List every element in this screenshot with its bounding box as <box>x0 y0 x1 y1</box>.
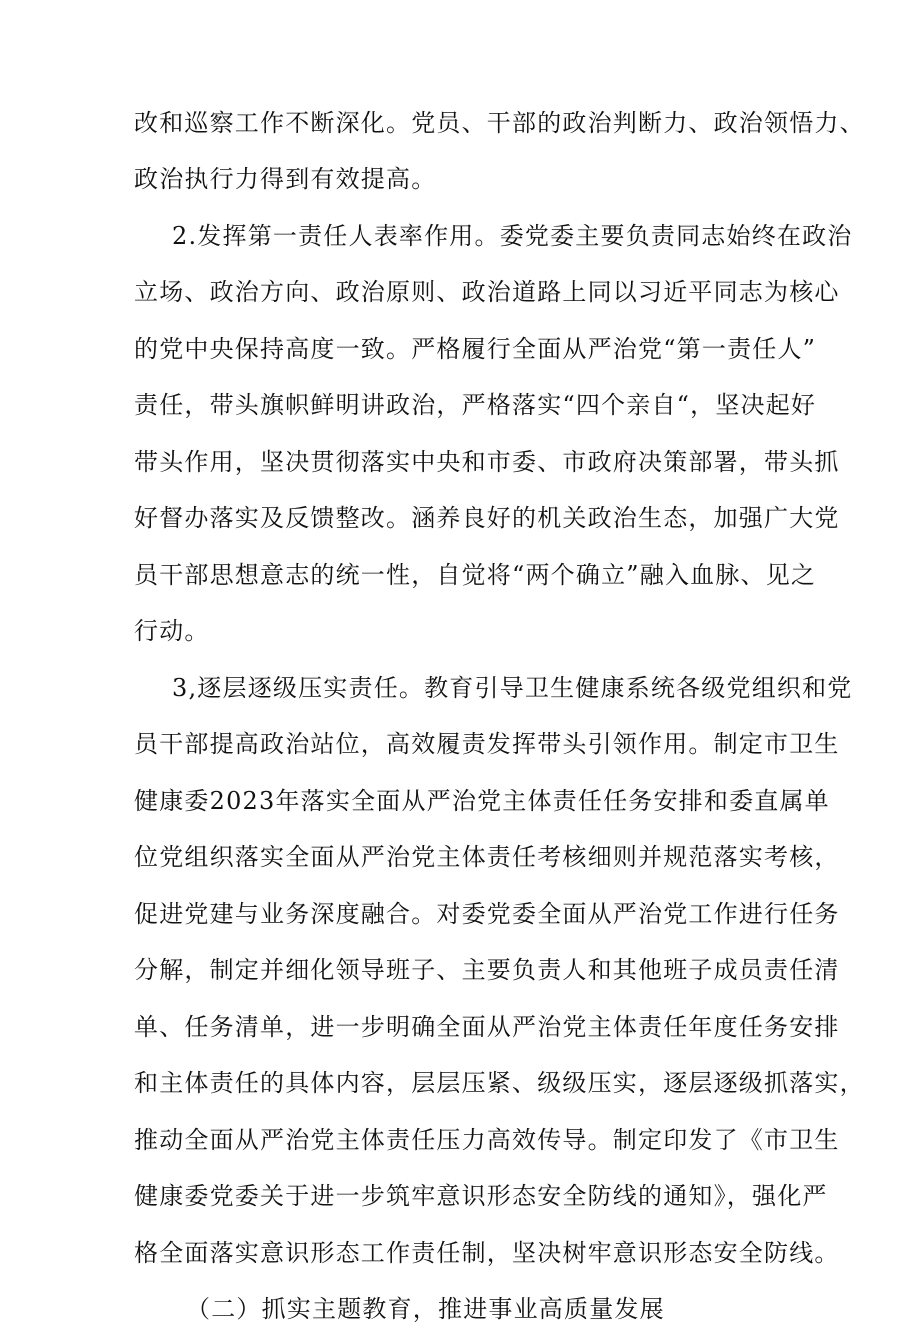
paragraph-heading-2: 2.发挥第一责任人表率作用。委党委主要负责同志始终在政治 <box>172 222 853 250</box>
text-line: 员干部提高政治站位，高效履责发挥带头引领作用。制定市卫生 <box>134 730 840 758</box>
text-line: 分解，制定并细化领导班子、主要负责人和其他班子成员责任清 <box>134 956 840 984</box>
text-line: 格全面落实意识形态工作责任制，坚决树牢意识形态安全防线。 <box>134 1239 840 1267</box>
text-line: 健康委2023年落实全面从严治党主体责任任务安排和委直属单 <box>134 787 830 815</box>
text-line: 健康委党委关于进一步筑牢意识形态安全防线的通知》，强化严 <box>134 1182 828 1210</box>
text-line: 员干部思想意志的统一性，自觉将“两个确立”融入血脉、见之 <box>134 561 817 589</box>
text-line: 政治执行力得到有效提高。 <box>134 165 437 193</box>
text-line: 行动。 <box>134 617 210 645</box>
text-line: 推动全面从严治党主体责任压力高效传导。制定印发了《市卫生 <box>134 1126 840 1154</box>
text-line: 责任，带头旗帜鲜明讲政治，严格落实“四个亲自“，坚决起好 <box>134 391 817 419</box>
text-line: 好督办落实及反馈整改。涵养良好的机关政治生态，加强广大党 <box>134 504 840 532</box>
text-line: 单、任务清单，进一步明确全面从严治党主体责任年度任务安排 <box>134 1013 840 1041</box>
text-line: 带头作用，坚决贯彻落实中央和市委、市政府决策部署，带头抓 <box>134 448 840 476</box>
text-line: 立场、政治方向、政治原则、政治道路上同以习近平同志为核心 <box>134 278 840 306</box>
paragraph-heading-3: 3,逐层逐级压实责任。教育引导卫生健康系统各级党组织和党 <box>172 674 853 702</box>
section-heading: （二）抓实主题教育，推进事业高质量发展 <box>186 1295 665 1323</box>
text-line: 位党组织落实全面从严治党主体责任考核细则并规范落实考核， <box>134 843 840 871</box>
text-line: 的党中央保持高度一致。严格履行全面从严治党“第一责任人” <box>134 335 817 363</box>
text-line: 改和巡察工作不断深化。党员、干部的政治判断力、政治领悟力、 <box>134 109 865 137</box>
text-line: 促进党建与业务深度融合。对委党委全面从严治党工作进行任务 <box>134 900 840 928</box>
text-line: 和主体责任的具体内容，层层压紧、级级压实，逐层逐级抓落实， <box>134 1069 865 1097</box>
